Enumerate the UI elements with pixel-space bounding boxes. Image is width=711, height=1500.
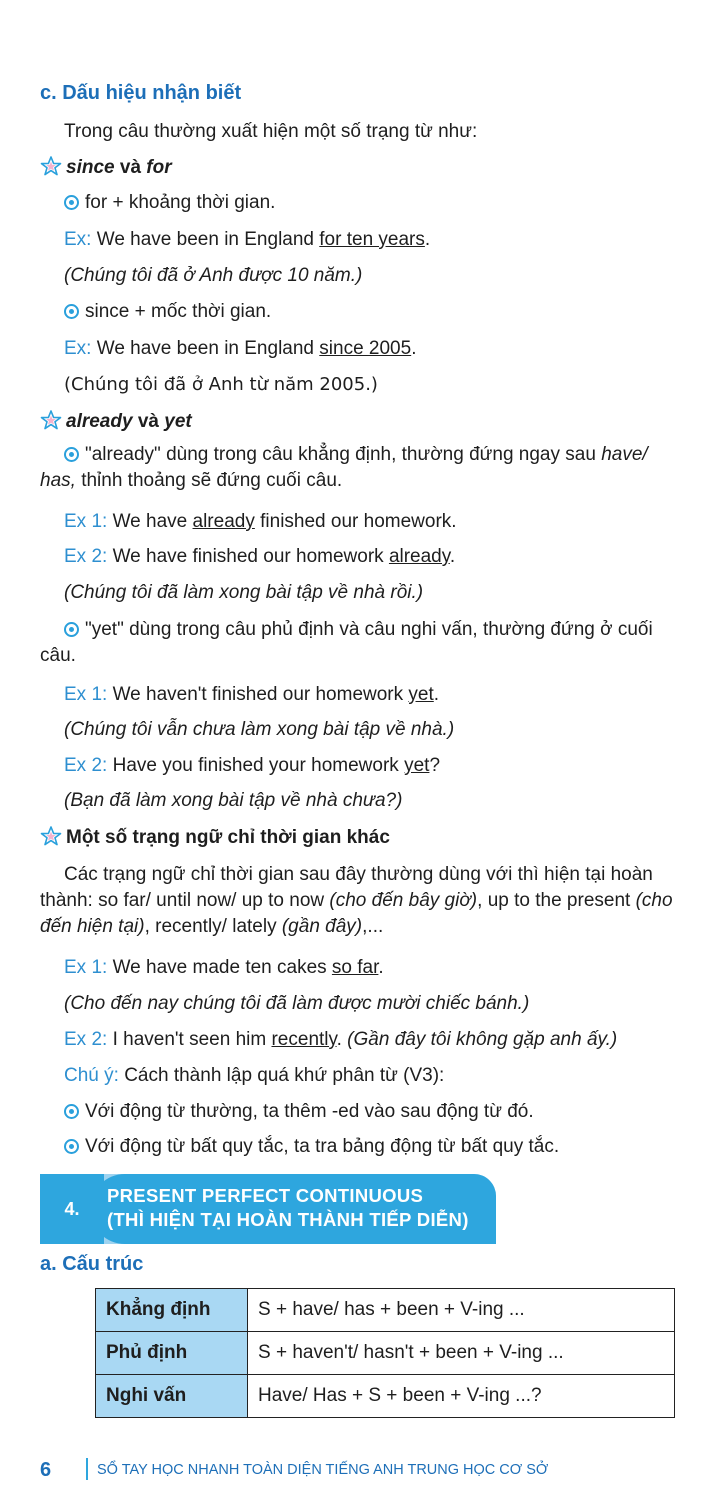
- ex-punct: .: [336, 1029, 348, 1050]
- signs-intro: Trong câu thường xuất hiện một số trạng từ như:: [64, 121, 478, 142]
- ex-text: We haven't finished our homework: [107, 684, 409, 705]
- para-text: , up to the present: [477, 890, 636, 911]
- section-number: 4.: [40, 1174, 104, 1244]
- translation-so-far: (Cho đến nay chúng tôi đã làm được mười chiếc bánh.): [64, 993, 530, 1014]
- ex-punct: .: [449, 546, 456, 567]
- para-text: Các trạng ngữ chỉ thời gian sau đây thường dùng với thì hiện tại hoàn thành: so far/ until now/ up to now: [40, 864, 653, 911]
- ex-underlined: yet: [404, 755, 430, 776]
- row-label: Khẳng định: [96, 1289, 248, 1332]
- ex-text: We have finished our homework: [107, 546, 389, 567]
- row-formula: S + haven't/ hasn't + been + V-ing ...: [248, 1332, 675, 1375]
- section-title-line1: PRESENT PERFECT CONTINUOUS: [107, 1185, 424, 1206]
- ex-underlined: for ten years: [319, 229, 425, 250]
- ex-text-end: finished our homework.: [254, 511, 457, 532]
- ex-punct: .: [433, 684, 440, 705]
- row-formula: Have/ Has + S + been + V-ing ...?: [248, 1375, 675, 1418]
- ex-translation-inline: (Gần đây tôi không gặp anh ấy.): [347, 1029, 618, 1050]
- rule-already-text: "already" dùng trong câu khẳng định, thường đứng ngay sau: [85, 444, 602, 465]
- example-since: [64, 338, 416, 360]
- star-icon: [40, 156, 62, 176]
- note-item-regular: [64, 1101, 534, 1123]
- table-row: [96, 1375, 675, 1418]
- circle-bullet-icon: [64, 1104, 79, 1119]
- circle-bullet-icon: [64, 195, 79, 210]
- para-italic: (cho đến bây giờ): [329, 890, 478, 911]
- term-already: already: [66, 411, 133, 432]
- table-row: [96, 1332, 675, 1375]
- section-heading-signs: c. Dấu hiệu nhận biết: [40, 82, 242, 104]
- para-italic: (cho đến hiện tại): [40, 890, 673, 937]
- ex-text: I haven't seen him: [107, 1029, 272, 1050]
- row-label: Nghi vấn: [96, 1375, 248, 1418]
- ex-label: Ex 1:: [64, 511, 108, 532]
- rule-for-text: for + khoảng thời gian.: [85, 192, 276, 213]
- conj-va: và: [132, 411, 165, 432]
- ex-underlined: yet: [408, 684, 434, 705]
- ex-punct: .: [378, 957, 384, 978]
- example-recently: [64, 1029, 617, 1051]
- ex-label: Ex:: [64, 338, 92, 359]
- row-label: Phủ định: [96, 1332, 248, 1375]
- term-yet: yet: [164, 411, 192, 432]
- rule-for: [64, 192, 275, 214]
- circle-bullet-icon: [64, 447, 79, 462]
- para-italic: (gần đây): [281, 916, 363, 937]
- translation-since: (Chúng tôi đã ở Anh từ năm 2005.): [64, 374, 378, 395]
- table-row: [96, 1289, 675, 1332]
- ex-text: We have: [107, 511, 193, 532]
- section-heading-structure: a. Cấu trúc: [40, 1253, 144, 1275]
- star-icon: [40, 826, 62, 846]
- note-label: Chú ý:: [64, 1065, 119, 1086]
- section-title: [107, 1184, 469, 1232]
- rule-yet: [40, 617, 676, 669]
- page-number: 6: [40, 1459, 52, 1481]
- rule-already-italic: have/ has,: [40, 444, 648, 491]
- example-yet-1: [64, 684, 439, 706]
- rule-already: [40, 442, 676, 494]
- note-item-irregular: [64, 1136, 559, 1158]
- ex-text: We have been in England: [91, 229, 320, 250]
- ex-punct: .: [411, 338, 417, 359]
- ex-underlined: recently: [271, 1029, 337, 1050]
- translation-already: (Chúng tôi đã làm xong bài tập về nhà rồi.): [64, 582, 424, 603]
- ex-underlined: so far: [331, 957, 379, 978]
- ex-label: Ex 2:: [64, 755, 108, 776]
- adverbials-paragraph: [40, 862, 676, 940]
- example-so-far: [64, 957, 384, 979]
- note-item-text: Với động từ bất quy tắc, ta tra bảng động từ bất quy tắc.: [85, 1136, 560, 1157]
- translation-for: (Chúng tôi đã ở Anh được 10 năm.): [64, 265, 363, 286]
- conj-va: và: [114, 157, 147, 178]
- rule-since: [64, 301, 271, 323]
- example-already-1: [64, 511, 457, 533]
- ex-text: We have made ten cakes: [107, 957, 332, 978]
- rule-since-text: since + mốc thời gian.: [85, 301, 272, 322]
- ex-underlined: already: [192, 511, 255, 532]
- note-item-text: Với động từ thường, ta thêm -ed vào sau động từ đó.: [85, 1101, 534, 1122]
- note-text: Cách thành lập quá khứ phân từ (V3):: [118, 1065, 445, 1086]
- ex-text: We have been in England: [91, 338, 320, 359]
- ex-label: Ex 2:: [64, 546, 108, 567]
- section-title-line2: (THÌ HIỆN TẠI HOÀN THÀNH TIẾP DIỄN): [107, 1209, 469, 1230]
- structure-table: [95, 1288, 675, 1418]
- example-already-2: [64, 546, 455, 568]
- subheading-since-for: [40, 156, 172, 179]
- circle-bullet-icon: [64, 304, 79, 319]
- translation-yet-1: (Chúng tôi vẫn chưa làm xong bài tập về nhà.): [64, 719, 455, 740]
- ex-label: Ex:: [64, 229, 92, 250]
- star-icon: [40, 410, 62, 430]
- note: [64, 1065, 444, 1087]
- ex-punct: .: [424, 229, 431, 250]
- translation-yet-2: (Bạn đã làm xong bài tập về nhà chưa?): [64, 790, 403, 811]
- ex-label: Ex 1:: [64, 957, 108, 978]
- footer-divider: [86, 1458, 88, 1480]
- ex-label: Ex 2:: [64, 1029, 108, 1050]
- subheading-text: Một số trạng ngữ chỉ thời gian khác: [66, 827, 390, 848]
- ex-label: Ex 1:: [64, 684, 108, 705]
- rule-yet-text: "yet" dùng trong câu phủ định và câu nghi vấn, thường đứng ở cuối câu.: [40, 619, 653, 666]
- term-since: since: [66, 157, 115, 178]
- para-text: ,...: [362, 916, 384, 937]
- example-for: [64, 229, 430, 251]
- example-yet-2: [64, 755, 440, 777]
- subheading-already-yet: [40, 410, 192, 433]
- ex-punct: ?: [429, 755, 441, 776]
- rule-already-text-end: thỉnh thoảng sẽ đứng cuối câu.: [75, 470, 343, 491]
- ex-text: Have you finished your homework: [107, 755, 405, 776]
- subheading-other-adverbials: [40, 826, 390, 849]
- ex-underlined: already: [388, 546, 450, 567]
- ex-underlined: since 2005: [319, 338, 412, 359]
- book-title: SỔ TAY HỌC NHANH TOÀN DIỆN TIẾNG ANH TRUNG HỌC CƠ SỞ: [97, 1462, 549, 1478]
- para-text: , recently/ lately: [144, 916, 282, 937]
- circle-bullet-icon: [64, 1139, 79, 1154]
- circle-bullet-icon: [64, 622, 79, 637]
- section-banner-tab: [90, 1174, 496, 1244]
- term-for: for: [146, 157, 172, 178]
- row-formula: S + have/ has + been + V-ing ...: [248, 1289, 675, 1332]
